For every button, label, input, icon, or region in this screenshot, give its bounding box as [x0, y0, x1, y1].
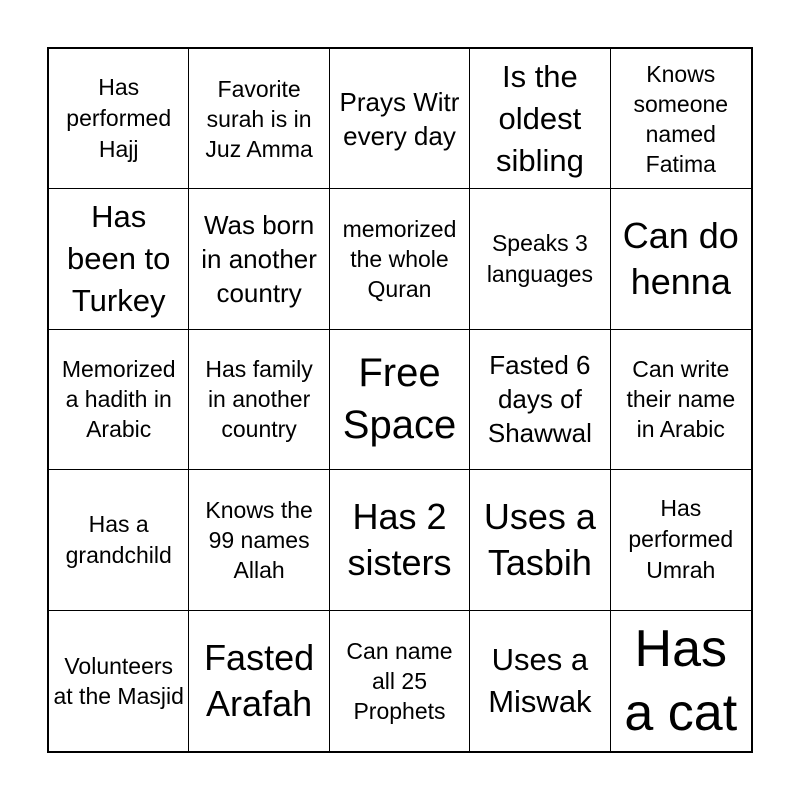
- bingo-cell[interactable]: [189, 330, 329, 470]
- cell-text: Uses a Miswak: [488, 641, 592, 719]
- free-space-cell[interactable]: [330, 330, 470, 470]
- cell-text: memorized the whole Quran: [342, 216, 457, 303]
- bingo-cell[interactable]: [470, 49, 610, 189]
- bingo-cell[interactable]: [330, 49, 470, 189]
- cell-text: Volunteers at the Masjid: [53, 652, 184, 709]
- cell-text: Has been to Turkey: [66, 199, 171, 319]
- cell-text: Free Space: [342, 351, 457, 448]
- cell-text: Fasted Arafah: [204, 636, 315, 724]
- cell-text: Can name all 25 Prophets: [346, 637, 453, 724]
- bingo-cell[interactable]: [49, 470, 189, 610]
- bingo-cell[interactable]: [189, 470, 329, 610]
- bingo-cell[interactable]: [189, 189, 329, 329]
- bingo-cell[interactable]: [189, 49, 329, 189]
- bingo-cell[interactable]: [49, 49, 189, 189]
- cell-text: Speaks 3 languages: [486, 230, 593, 288]
- bingo-cell[interactable]: [470, 470, 610, 610]
- cell-text: Was born in another country: [201, 210, 317, 309]
- cell-text: Has family in another country: [205, 356, 313, 443]
- cell-text: Knows the 99 names Allah: [205, 496, 313, 583]
- cell-text: Prays Witr every day: [339, 86, 460, 151]
- bingo-cell[interactable]: [330, 611, 470, 751]
- cell-text: Is the oldest sibling: [495, 58, 584, 178]
- bingo-cell[interactable]: [49, 189, 189, 329]
- bingo-cell[interactable]: [611, 189, 751, 329]
- cell-text: Fasted 6 days of Shawwal: [487, 350, 592, 449]
- cell-text: Has performed Hajj: [66, 74, 172, 163]
- bingo-cell[interactable]: [470, 611, 610, 751]
- cell-text: Uses a Tasbih: [483, 495, 596, 583]
- cell-text: Has 2 sisters: [347, 495, 452, 583]
- bingo-cell[interactable]: [470, 330, 610, 470]
- bingo-cell[interactable]: [611, 49, 751, 189]
- bingo-cell[interactable]: [611, 611, 751, 751]
- bingo-cell[interactable]: [611, 330, 751, 470]
- bingo-cell[interactable]: [49, 330, 189, 470]
- bingo-board: [47, 47, 753, 753]
- bingo-cell[interactable]: [330, 189, 470, 329]
- cell-text: Memorized a hadith in Arabic: [61, 356, 176, 443]
- cell-text: Favorite surah is in Juz Amma: [205, 75, 313, 162]
- cell-text: Has a grandchild: [65, 510, 172, 568]
- cell-text: Can do henna: [622, 215, 739, 303]
- cell-text: Has a cat: [624, 619, 738, 742]
- cell-text: Knows someone named Fatima: [633, 60, 729, 177]
- bingo-cell[interactable]: [189, 611, 329, 751]
- cell-text: Has performed Umrah: [628, 495, 734, 584]
- bingo-cell[interactable]: [330, 470, 470, 610]
- cell-text: Can write their name in Arabic: [626, 356, 736, 443]
- bingo-cell[interactable]: [49, 611, 189, 751]
- bingo-cell[interactable]: [611, 470, 751, 610]
- bingo-cell[interactable]: [470, 189, 610, 329]
